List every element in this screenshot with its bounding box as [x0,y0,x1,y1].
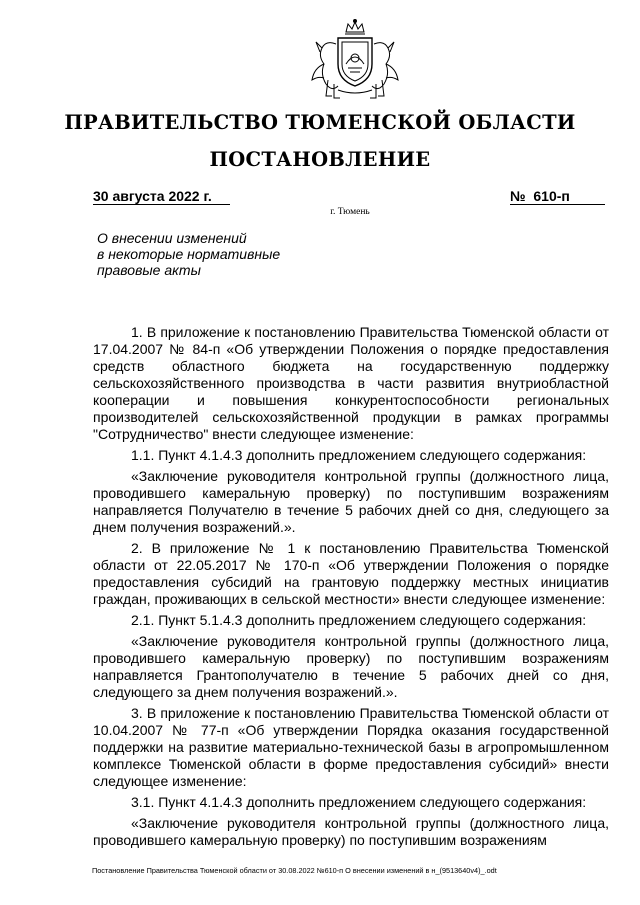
document-subject [97,230,317,278]
paragraph: 2. В приложение № 1 к постановлению Правительства Тюменской области от 22.05.2017 № 170-п «Об утверждении Положения о порядке предоставления субсидий на грантовую поддержку местных инициатив граждан, проживающих в сельской местности» внести следующее изменение: [93,540,609,607]
paragraph: 1.1. Пункт 4.1.4.3 дополнить предложением следующего содержания: [131,447,587,463]
number-value: 610-п [533,188,570,204]
document-type: ПОСТАНОВЛЕНИЕ [209,148,431,171]
city-name: г. Тюмень [330,207,370,217]
number-underline [510,204,605,205]
document-body [93,324,609,851]
paragraph: «Заключение руководителя контрольной группы (должностного лица, проводившего камеральную проверку) по поступившим возражениям направляется Грантополучателю в течение 5 рабочих дней со дня, следующего за днем получения возражений.». [93,633,609,700]
paragraph: 1. В приложение к постановлению Правительства Тюменской области от 17.04.2007 № 84-п «Об утверждении Положения о порядке предоставления средств областного бюджета на государственную поддержку сельскохозяйственного производства в части развития внутриобластной кооперации и повышения конкурентоспособности региональных производителей сельскохозяйственной продукции в рамках программы "Сотрудничество" внести следующее изменение: [93,324,609,442]
government-title: ПРАВИТЕЛЬСТВО ТЮМЕНСКОЙ ОБЛАСТИ [64,111,576,134]
page-footer: Постановление Правительства Тюменской области от 30.08.2022 №610-п О внесении изменений в н_(9513640v4)_.odt [92,866,497,875]
document-date: 30 августа 2022 г. [93,188,212,204]
date-underline [93,204,230,205]
document-number [510,188,570,204]
paragraph: 3.1. Пункт 4.1.4.3 дополнить предложением следующего содержания: [131,794,587,810]
paragraph: «Заключение руководителя контрольной группы (должностного лица, проводившего камеральную проверку) по поступившим возражениям [93,815,609,848]
number-sign: № [510,188,526,204]
paragraph: «Заключение руководителя контрольной группы (должностного лица, проводившего камеральную проверку) по поступившим возражениям направляется Получателю в течение 5 рабочих дней со дня, следующего за днем получения возражений.». [93,468,609,535]
coat-of-arms-icon [308,18,402,102]
subject-line: правовые акты [97,262,201,278]
paragraph: 3. В приложение к постановлению Правительства Тюменской области от 10.04.2007 № 77-п «Об утверждении Порядка оказания государственной поддержки на развитие материально-технической базы в агропромышленном комплексе Тюменской области в форме предоставления субсидий» внести следующее изменение: [93,705,609,789]
paragraph: 2.1. Пункт 5.1.4.3 дополнить предложением следующего содержания: [131,612,587,628]
subject-line: О внесении изменений [97,230,247,246]
subject-line: в некоторые нормативные [97,246,281,262]
